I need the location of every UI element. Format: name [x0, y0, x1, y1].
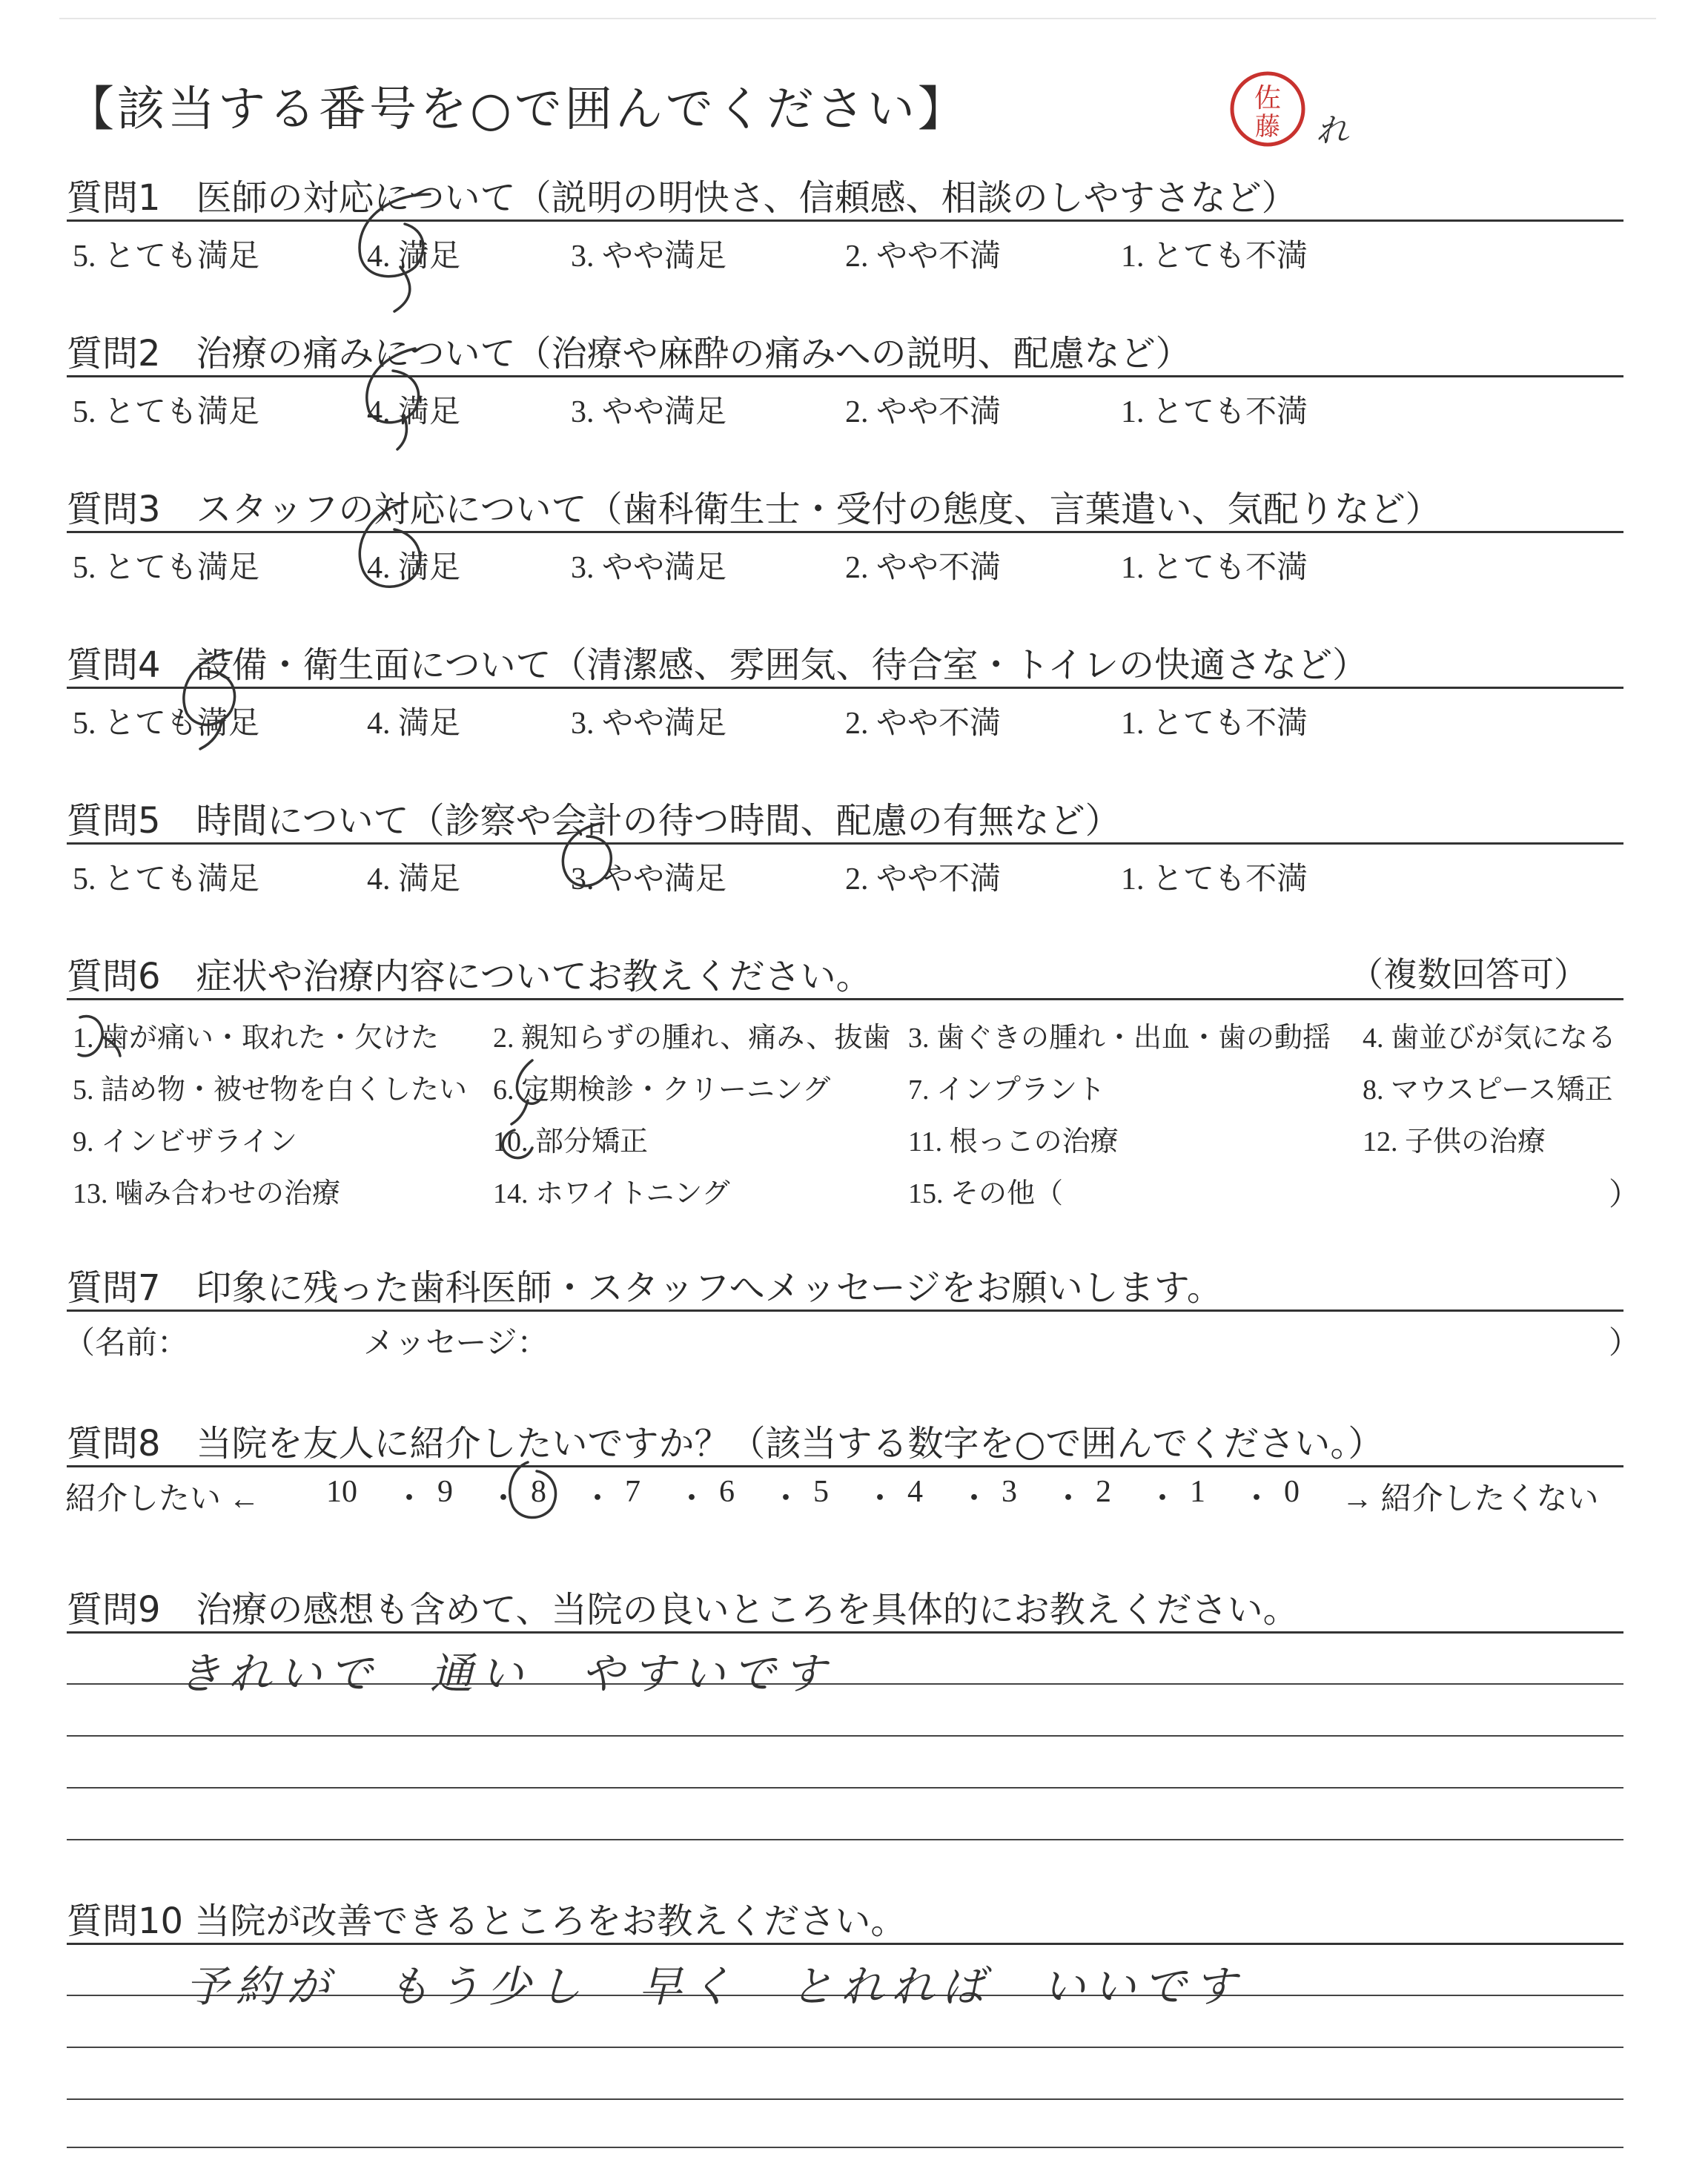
- q5-option-2[interactable]: 2. やや不満: [845, 862, 1002, 896]
- stamp-note: れ: [1316, 112, 1348, 150]
- q8-title: 質問8 当院を友人に紹介したいですか？（該当する数字を○で囲んでください。）: [67, 1423, 1384, 1464]
- q4-option-3[interactable]: 3. やや満足: [571, 707, 727, 741]
- q8-scale-separator: ・: [770, 1480, 802, 1516]
- q8-scale-separator: ・: [1147, 1480, 1179, 1516]
- q6-option-2[interactable]: 2. 親知らずの腫れ、痛み、抜歯: [493, 1023, 891, 1054]
- q8-scale-separator: ・: [959, 1480, 990, 1516]
- q6-option-12[interactable]: 12. 子供の治療: [1363, 1126, 1546, 1157]
- q9-handwritten-answer: きれいで 通い やすいです: [178, 1648, 834, 1699]
- q7-close-paren: ）: [1609, 1327, 1641, 1361]
- q10-title: 質問10 当院が改善できるところをお教えください。: [67, 1900, 907, 1942]
- q6-mark-1: [79, 1016, 120, 1056]
- q8-scale-10[interactable]: 10: [326, 1475, 357, 1509]
- q2-option-2[interactable]: 2. やや不満: [845, 395, 1002, 429]
- q8-scale-4[interactable]: 4: [907, 1475, 923, 1509]
- q6-option-7[interactable]: 7. インプラント: [908, 1074, 1106, 1106]
- q8-scale-3[interactable]: 3: [1002, 1475, 1017, 1509]
- q7-title: 質問7 印象に残った歯科医師・スタッフへメッセージをお願いします。: [67, 1267, 1222, 1309]
- q2-option-1[interactable]: 1. とても不満: [1121, 395, 1308, 429]
- q10-handwritten-answer: 予約が もう少し 早く とれれば いいです: [185, 1961, 1245, 2012]
- q1-option-2[interactable]: 2. やや不満: [845, 240, 1002, 274]
- q2-option-3[interactable]: 3. やや満足: [571, 395, 727, 429]
- svg-text:藤: 藤: [1255, 112, 1280, 142]
- q6-option-8[interactable]: 8. マウスピース矯正: [1363, 1074, 1613, 1106]
- q3-option-2[interactable]: 2. やや不満: [845, 551, 1002, 585]
- q1-option-1[interactable]: 1. とても不満: [1121, 240, 1308, 274]
- q8-scale-5[interactable]: 5: [813, 1475, 829, 1509]
- q6-title: 質問6 症状や治療内容についてお教えください。: [67, 956, 872, 997]
- q8-scale-8[interactable]: 8: [531, 1475, 546, 1509]
- q8-scale-separator: ・: [582, 1480, 614, 1516]
- q4-option-1[interactable]: 1. とても不満: [1121, 707, 1308, 741]
- q6-option-1[interactable]: 1. 歯が痛い・取れた・欠けた: [73, 1023, 440, 1054]
- q6-option-4[interactable]: 4. 歯並びが気になる: [1363, 1023, 1617, 1054]
- q5-title: 質問5 時間について（診察や会計の待つ時間、配慮の有無など）: [67, 800, 1121, 842]
- q2-option-5[interactable]: 5. とても満足: [73, 395, 260, 429]
- q5-option-3[interactable]: 3. やや満足: [571, 862, 727, 896]
- q8-scale-separator: ・: [488, 1480, 520, 1516]
- q8-scale-9[interactable]: 9: [437, 1475, 453, 1509]
- q3-option-1[interactable]: 1. とても不満: [1121, 551, 1308, 585]
- q8-left-label: 紹介したい ←: [65, 1482, 260, 1516]
- q6-option-11[interactable]: 11. 根っこの治療: [908, 1126, 1119, 1157]
- q3-option-3[interactable]: 3. やや満足: [571, 551, 727, 585]
- q2-circle-mark: [367, 349, 419, 449]
- q9-title: 質問9 治療の感想も含めて、当院の良いところを具体的にお教えください。: [67, 1589, 1299, 1631]
- q6-option-14[interactable]: 14. ホワイトニング: [493, 1178, 730, 1209]
- q6-mark-10: [503, 1130, 532, 1158]
- q8-scale-7[interactable]: 7: [625, 1475, 640, 1509]
- q3-title: 質問3 スタッフの対応について（歯科衛生士・受付の態度、言葉遣い、気配りなど）: [67, 489, 1441, 530]
- q6-option-5[interactable]: 5. 詰め物・被せ物を白くしたい: [73, 1074, 468, 1106]
- q8-scale-separator: ・: [1241, 1480, 1273, 1516]
- q4-circle-mark: [184, 653, 235, 749]
- q8-right-label: → 紹介したくない: [1342, 1482, 1599, 1516]
- q3-circle-mark: [360, 501, 420, 587]
- q6-option-10[interactable]: 10. 部分矯正: [493, 1126, 649, 1157]
- form-title: 【該当する番号を○で囲んでください】: [67, 82, 968, 137]
- q6-mark-6: [512, 1060, 544, 1124]
- q5-circle-mark: [563, 823, 611, 886]
- q4-option-5[interactable]: 5. とても満足: [73, 707, 260, 741]
- q1-option-5[interactable]: 5. とても満足: [73, 240, 260, 274]
- q8-scale-separator: ・: [676, 1480, 708, 1516]
- q6-option-13[interactable]: 13. 噛み合わせの治療: [73, 1178, 341, 1209]
- q6-option-3[interactable]: 3. 歯ぐきの腫れ・出血・歯の動揺: [908, 1023, 1331, 1054]
- q8-scale-1[interactable]: 1: [1190, 1475, 1205, 1509]
- q4-title: 質問4 設備・衛生面について（清潔感、雰囲気、待合室・トイレの快適さなど）: [67, 644, 1368, 686]
- q1-circle-mark: [360, 194, 430, 311]
- q7-message-label: メッセージ：: [363, 1327, 549, 1361]
- q5-option-5[interactable]: 5. とても満足: [73, 862, 260, 896]
- q1-option-3[interactable]: 3. やや満足: [571, 240, 727, 274]
- q8-scale-6[interactable]: 6: [719, 1475, 735, 1509]
- q1-title: 質問1 医師の対応について（説明の明快さ、信頼感、相談のしやすさなど）: [67, 177, 1297, 219]
- q8-scale-separator: ・: [394, 1480, 426, 1516]
- q5-option-1[interactable]: 1. とても不満: [1121, 862, 1308, 896]
- q2-option-4[interactable]: 4. 満足: [367, 395, 461, 429]
- svg-text:佐: 佐: [1254, 83, 1282, 113]
- q4-option-4[interactable]: 4. 満足: [367, 707, 461, 741]
- q8-circle-mark: [510, 1462, 556, 1518]
- q6-option-15[interactable]: 15. その他（: [908, 1178, 1064, 1209]
- q6-option-9[interactable]: 9. インビザライン: [73, 1126, 297, 1157]
- q5-option-4[interactable]: 4. 満足: [367, 862, 461, 896]
- q8-scale-0[interactable]: 0: [1284, 1475, 1300, 1509]
- q2-title: 質問2 治療の痛みについて（治療や麻酔の痛みへの説明、配慮など）: [67, 333, 1191, 374]
- q8-scale-separator: ・: [1053, 1480, 1085, 1516]
- q6-multiple-note: （複数回答可）: [1349, 954, 1588, 994]
- q7-name-label: （名前：: [64, 1327, 189, 1361]
- q8-scale-separator: ・: [864, 1480, 896, 1516]
- q6-other-close-paren: ）: [1609, 1178, 1641, 1212]
- q4-option-2[interactable]: 2. やや不満: [845, 707, 1002, 741]
- q8-scale-2[interactable]: 2: [1096, 1475, 1111, 1509]
- q3-option-4[interactable]: 4. 満足: [367, 551, 461, 585]
- q6-option-6[interactable]: 6. 定期検診・クリーニング: [493, 1074, 831, 1106]
- q3-option-5[interactable]: 5. とても満足: [73, 551, 260, 585]
- q1-option-4[interactable]: 4. 満足: [367, 240, 461, 274]
